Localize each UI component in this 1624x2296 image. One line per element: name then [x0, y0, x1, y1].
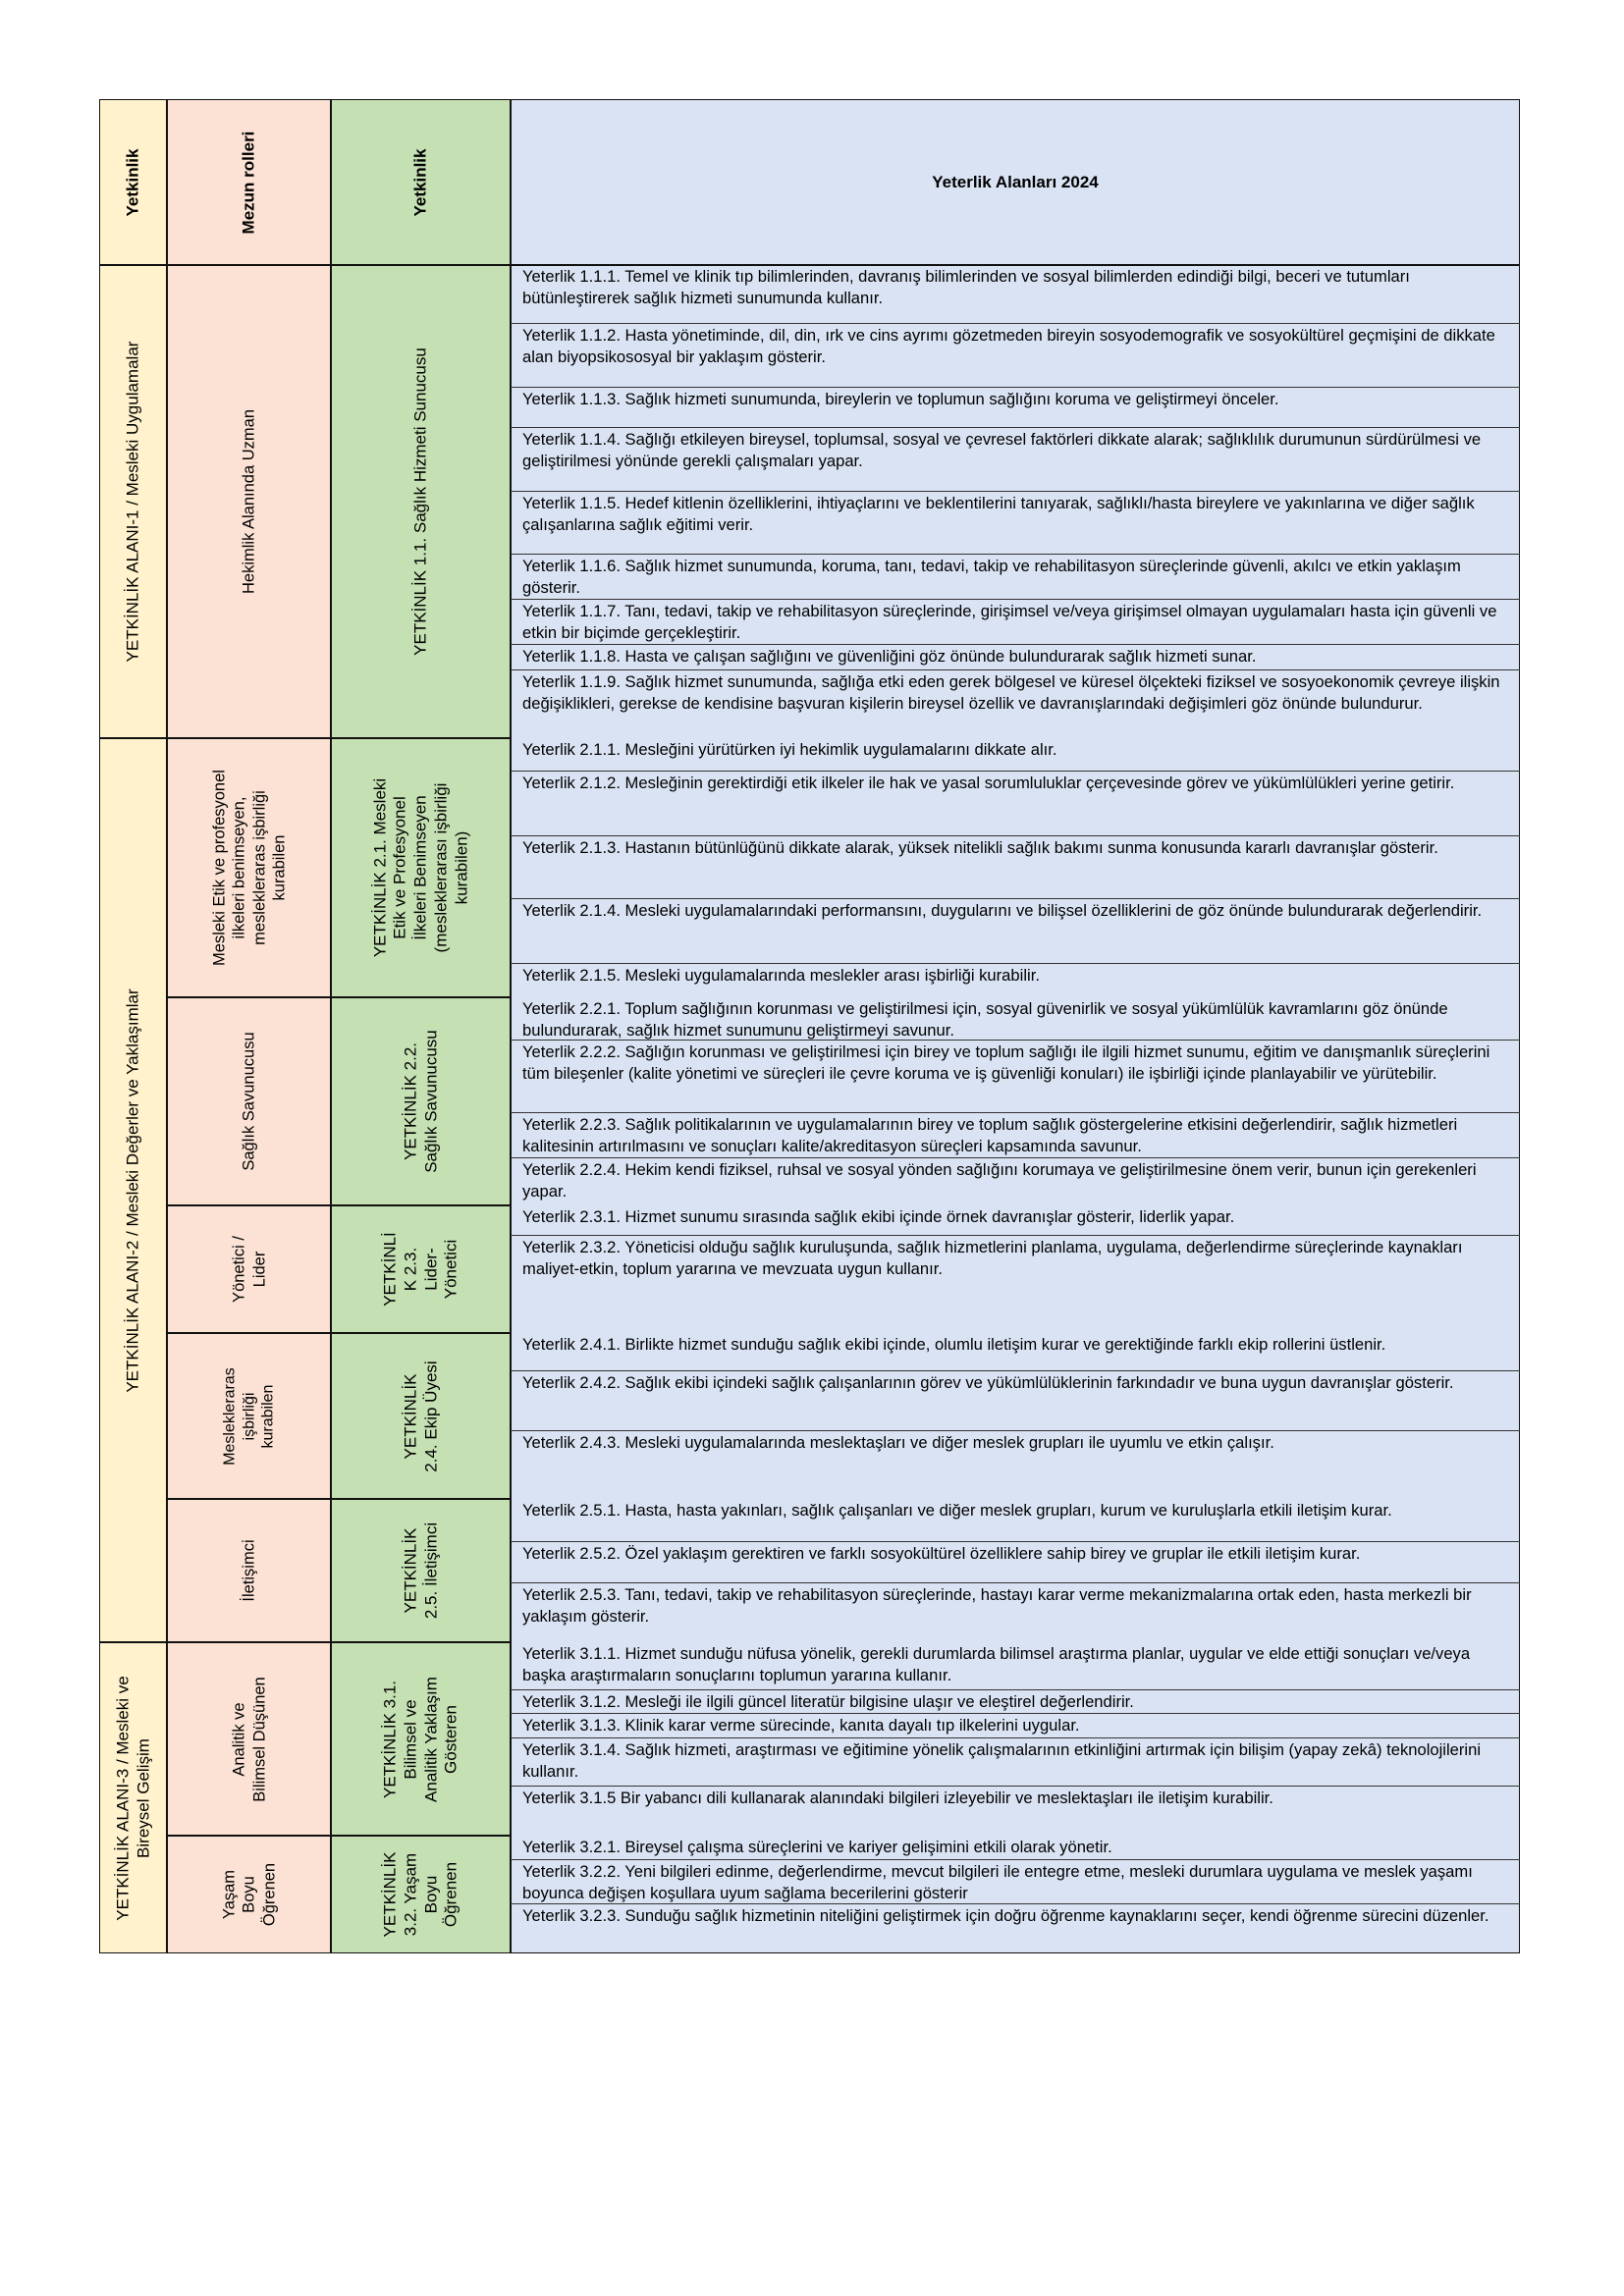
role-label	[167, 738, 331, 997]
competence-item: Yeterlik 1.1.3. Sağlık hizmeti sunumunda, bireylerin ve toplumun sağlığını koruma ve geliştirmeyi önceler.	[511, 388, 1520, 428]
role-cell	[167, 265, 331, 738]
role-label-line: Bilimsel Düşünen	[249, 1676, 268, 1802]
competency-label	[331, 1205, 511, 1333]
role-label-line: Boyu	[240, 1876, 258, 1913]
competence-item: Yeterlik 3.1.4. Sağlık hizmeti, araştırması ve eğitimine yönelik çalışmalarının etkinliğini artırmak için bilişim (yapay zekâ) teknolojilerini kullanır.	[511, 1738, 1520, 1787]
competency-label	[331, 1333, 511, 1499]
competency-label-line: YETKİNLİK 3.1.	[380, 1680, 400, 1798]
competency-label-line: YETKİNLİK	[400, 1373, 419, 1459]
competency-cell	[331, 997, 511, 1205]
competence-item: Yeterlik 2.5.2. Özel yaklaşım gerektiren ve farklı sosyokültürel özelliklere sahip birey ve gruplar ile etkili iletişim kurar.	[511, 1542, 1520, 1583]
competence-item: Yeterlik 3.2.1. Bireysel çalışma süreçlerini ve kariyer gelişimini etkili olarak yönetir.	[511, 1836, 1520, 1860]
header-col2-label	[167, 99, 331, 265]
competency-label-line: 3.2. Yaşam	[400, 1852, 419, 1937]
role-label-line: kurabilen	[269, 834, 288, 901]
header-col1-label	[99, 99, 167, 265]
competency-label	[331, 997, 511, 1205]
area-label	[99, 265, 167, 738]
competency-label-line: K 2.3.	[400, 1247, 419, 1292]
role-label-line: Mesleki Etik ve profesyonel	[210, 770, 229, 966]
competency-cell	[331, 1333, 511, 1499]
competency-label	[331, 1642, 511, 1836]
competence-item: Yeterlik 3.1.5 Bir yabancı dili kullanarak alanındaki bilgileri izleyebilir ve meslektaşları ile iletişim kurabilir.	[522, 1789, 1273, 1807]
competence-item: Yeterlik 1.1.2. Hasta yönetiminde, dil, din, ırk ve cins ayrımı gözetmeden bireyin sosyodemografik ve sosyokültürel geçmişini de dikkate alan biyopsikososyal bir yaklaşım gösterir.	[511, 324, 1520, 388]
competency-label-line: Lider-	[420, 1248, 440, 1291]
competence-item: Yeterlik 1.1.8. Hasta ve çalışan sağlığını ve güvenliğini göz önünde bulundurarak sağlık hizmeti sunar.	[511, 645, 1520, 670]
competency-label-line: YETKİNLİK	[400, 1527, 419, 1614]
competency-label-line: 2.4. Ekip Üyesi	[420, 1360, 440, 1472]
competence-item: Yeterlik 2.2.2. Sağlığın korunması ve geliştirilmesi için birey ve toplum sağlığı ile ilgili hizmet sunumu, eğitim ve danışmanlık süreçlerini tüm bileşenler (kalite yönetimi ve süreçleri ile çevre koruma ve iş güvenliği konuları) ile işbirliği içinde planlayabilir ve yürütebilir.	[511, 1041, 1520, 1113]
table-title: Yeterlik Alanları 2024	[932, 172, 1099, 191]
competency-label	[331, 265, 511, 738]
competence-item: Yeterlik 1.1.4. Sağlığı etkileyen bireysel, toplumsal, sosyal ve çevresel faktörleri dikkate alarak; sağlıklılık durumunun sürdürülmesi ve geliştirilmesi yönünde gerekli çalışmaları yapar.	[511, 428, 1520, 492]
competency-label-line: Gösteren	[441, 1704, 460, 1774]
role-label	[167, 1836, 331, 1953]
competence-item: Yeterlik 1.1.1. Temel ve klinik tıp bilimlerinden, davranış bilimlerinden ve sosyal bilimlerden edindiği bilgi, beceri ve tutumları bütünleştirerek sağlık hizmeti sunumunda kullanır.	[511, 265, 1520, 324]
role-label-line: ilkeleri benimseyen,	[230, 796, 248, 939]
role-label-line: işbirliği	[240, 1392, 257, 1440]
header-cell-1	[99, 99, 167, 265]
competency-label	[331, 738, 511, 997]
competence-item: Yeterlik 2.3.2. Yöneticisi olduğu sağlık kuruluşunda, sağlık hizmetlerini planlama, uygulama, değerlendirme süreçlerinde kaynakları maliyet-etkin, toplum yararına ve mevzuata uygun kullanır.	[522, 1238, 1463, 1278]
header-col3-label	[331, 99, 511, 265]
role-cell	[167, 1499, 331, 1642]
competence-item: Yeterlik 3.1.1. Hizmet sunduğu nüfusa yönelik, gerekli durumlarda bilimsel araştırma planlar, uygular ve elde ettiği sonuçları ve/veya başka araştırmaların sonuçlarını toplumun yararına kullanır.	[511, 1642, 1520, 1690]
area-label-line: YETKİNLİK ALANI-2 / Mesleki Değerler ve Yaklaşımlar	[123, 988, 142, 1393]
competence-item: Yeterlik 1.1.6. Sağlık hizmet sunumunda, koruma, tanı, tedavi, takip ve rehabilitasyon süreçlerinde güvenli, akılcı ve etkin yaklaşım gösterir.	[511, 555, 1520, 600]
competency-label-line: YETKİNLİK	[380, 1851, 400, 1938]
role-cell	[167, 1205, 331, 1333]
role-label-line: Hekimlik Alanında Uzman	[240, 409, 258, 594]
role-label	[167, 1333, 331, 1499]
competence-item: Yeterlik 2.1.5. Mesleki uygulamalarında meslekler arası işbirliği kurabilir.	[522, 966, 1040, 985]
competency-cell	[331, 1642, 511, 1836]
competence-item: Yeterlik 2.1.2. Mesleğinin gerektirdiği etik ilkeler ile hak ve yasal sorumluluklar çerçevesinde görev ve yükümlülükleri yerine getirir.	[511, 772, 1520, 836]
area-label	[99, 738, 167, 1642]
competency-cell	[331, 1836, 511, 1953]
role-cell	[167, 1642, 331, 1836]
competence-item: Yeterlik 2.1.3. Hastanın bütünlüğünü dikkate alarak, yüksek nitelikli sağlık bakımı sunma konusunda kararlı davranışlar gösterir.	[511, 836, 1520, 899]
competence-item: Yeterlik 2.3.1. Hizmet sunumu sırasında sağlık ekibi içinde örnek davranışlar gösterir, liderlik yapar.	[511, 1205, 1520, 1236]
role-cell	[167, 738, 331, 997]
competence-item: Yeterlik 1.1.9. Sağlık hizmet sunumunda, sağlığa etki eden gerek bölgesel ve küresel ölçekteki fiziksel ve sosyoekonomik çevreye ilişkin değişiklikleri, gerekse de kendisine başvuran kişilerin bireysel özellik ve davranışlarındaki değişimleri göz önünde bulundurur.	[522, 672, 1500, 713]
area-label-line: YETKİNLİK ALANI-1 / Mesleki Uygulamalar	[123, 341, 142, 663]
competence-item: Yeterlik 2.5.3. Tanı, tedavi, takip ve rehabilitasyon süreçlerinde, hastayı karar verme mekanizmalarına ortak eden, hasta merkezli bir yaklaşım gösterir.	[522, 1585, 1472, 1626]
header-cell-3	[331, 99, 511, 265]
competency-label-line: Bilimsel ve	[400, 1698, 419, 1780]
competence-item: Yeterlik 3.1.3. Klinik karar verme sürecinde, kanıta dayalı tıp ilkelerini uygular.	[511, 1714, 1520, 1738]
role-cell	[167, 1836, 331, 1953]
header-col2-text: Mezun rolleri	[239, 131, 258, 234]
role-label	[167, 1205, 331, 1333]
competence-item: Yeterlik 3.1.2. Mesleği ile ilgili güncel literatür bilgisine ulaşır ve eleştirel değerlendirir.	[511, 1690, 1520, 1714]
competency-label-line: Yönetici	[441, 1239, 460, 1300]
area-cell	[99, 738, 167, 1642]
role-label	[167, 1642, 331, 1836]
role-label-line: Analitik ve	[230, 1701, 248, 1777]
role-label-line: Öğrenen	[259, 1862, 278, 1927]
area-label-line: YETKİNLİK ALANI-3 / Mesleki ve	[112, 1675, 132, 1921]
competency-cell	[331, 738, 511, 997]
competency-label-line: Sağlık Savunucusu	[420, 1030, 440, 1173]
header-col3-text: Yetkinlik	[410, 148, 430, 216]
role-label	[167, 1499, 331, 1642]
competency-label-line: Öğrenen	[441, 1861, 460, 1928]
competency-cell	[331, 1499, 511, 1642]
role-label-line: Meslekleraras	[221, 1366, 239, 1466]
competency-label-line: İlkeleri Benimseyen	[410, 795, 430, 940]
header-col1-text: Yetkinlik	[123, 148, 142, 216]
competence-item: Yeterlik 2.2.1. Toplum sağlığının korunması ve geliştirilmesi için, sosyal güvenirlik ve sosyal yükümlülük kavramlarını göz önünde bulundurarak, sağlık hizmet sunumunu geliştirmeyi savunur.	[511, 997, 1520, 1041]
competence-item: Yeterlik 1.1.7. Tanı, tedavi, takip ve rehabilitasyon süreçlerinde, girişimsel ve/veya girişimsel olmayan uygulamaları hasta için güvenli ve etkin bir biçimde gerçekleştirir.	[511, 600, 1520, 645]
area-label-line: Bireysel Gelişim	[133, 1737, 152, 1858]
role-cell	[167, 1333, 331, 1499]
competency-label-line: YETKİNLİK 2.1. Mesleki	[369, 777, 389, 958]
competence-item: Yeterlik 3.2.3. Sunduğu sağlık hizmetinin niteliğini geliştirmek için doğru öğrenme kaynaklarını seçer, kendi öğrenme sürecini düzenler.	[522, 1906, 1489, 1925]
competency-label-line: YETKİNLİ	[380, 1232, 400, 1307]
header-cell-2	[167, 99, 331, 265]
area-label	[99, 1642, 167, 1953]
role-label-line: Sağlık Savunucusu	[240, 1032, 258, 1171]
role-label-line: İletişimci	[240, 1539, 258, 1602]
competency-label-line: Etik ve Profesyonel	[390, 796, 409, 939]
competency-label	[331, 1836, 511, 1953]
role-label-line: Yönetici /	[230, 1236, 248, 1303]
competency-label-line: YETKİNLİK 2.2.	[400, 1042, 419, 1160]
competency-label-line: (mesleklerarası işbirliği	[430, 782, 450, 953]
role-label-line: kurabilen	[259, 1384, 277, 1448]
competency-label-line: 2.5. İletişimci	[420, 1522, 440, 1620]
competence-item: Yeterlik 2.5.1. Hasta, hasta yakınları, sağlık çalışanları ve diğer meslek grupları, kurum ve kuruluşlarla etkili iletişim kurar.	[511, 1499, 1520, 1542]
competence-item: Yeterlik 2.2.4. Hekim kendi fiziksel, ruhsal ve sosyal yönden sağlığını korumaya ve geliştirilmesine önem verir, bunun için gerekenleri yapar.	[522, 1160, 1477, 1201]
area-cell	[99, 265, 167, 738]
role-label	[167, 265, 331, 738]
competency-label-line: YETKİNLİK 1.1. Sağlık Hizmeti Sunucusu	[410, 347, 430, 656]
competency-label	[331, 1499, 511, 1642]
area-cell	[99, 1642, 167, 1953]
competency-label-line: kurabilen)	[451, 830, 470, 905]
role-label	[167, 997, 331, 1205]
competency-cell	[331, 265, 511, 738]
competence-item: Yeterlik 1.1.5. Hedef kitlenin özelliklerini, ihtiyaçlarını ve beklentilerini tanıyarak, sağlıklı/hasta bireylere ve yakınlarına ve diğer sağlık çalışanlarına sağlık eğitimi verir.	[511, 492, 1520, 555]
competency-label-line: Analitik Yaklaşım	[420, 1676, 440, 1802]
role-cell	[167, 997, 331, 1205]
competence-item: Yeterlik 2.1.4. Mesleki uygulamalarındaki performansını, duygularını ve bilişsel özelliklerini de göz önünde bulundurarak değerlendirir.	[511, 899, 1520, 964]
header-cell-4	[511, 99, 1520, 265]
competence-item: Yeterlik 2.4.2. Sağlık ekibi içindeki sağlık çalışanlarının görev ve yükümlülüklerinin farkındadır ve buna uygun davranışlar gösterir.	[511, 1371, 1520, 1431]
competency-label-line: Boyu	[420, 1875, 440, 1914]
role-label-line: Lider	[249, 1251, 268, 1288]
competency-cell	[331, 1205, 511, 1333]
competence-item: Yeterlik 2.4.1. Birlikte hizmet sunduğu sağlık ekibi içinde, olumlu iletişim kurar ve gerektiğinde farklı ekip rollerini üstlenir.	[511, 1333, 1520, 1371]
competence-item: Yeterlik 3.2.2. Yeni bilgileri edinme, değerlendirme, mevcut bilgileri ile entegre etme, mesleki durumlara uygulama ve meslek yaşamı boyunca değişen koşullara uyum sağlama becerilerini gösterir	[511, 1860, 1520, 1904]
role-label-line: meslekleraras işbirliği	[249, 790, 268, 945]
competence-item: Yeterlik 2.1.1. Mesleğini yürütürken iyi hekimlik uygulamalarını dikkate alır.	[511, 738, 1520, 772]
competence-item: Yeterlik 2.4.3. Mesleki uygulamalarında meslektaşları ve diğer meslek grupları ile uyumlu ve etkin çalışır.	[522, 1433, 1274, 1452]
role-label-line: Yaşam	[220, 1869, 239, 1920]
competence-item: Yeterlik 2.2.3. Sağlık politikalarının ve uygulamalarının birey ve toplum sağlık göstergelerine etkisini değerlendirir, sağlık hizmetleri kalitesinin artırılmasını ve sonuçları kalite/akreditasyon süreçleri kapsamında savunur.	[511, 1113, 1520, 1158]
